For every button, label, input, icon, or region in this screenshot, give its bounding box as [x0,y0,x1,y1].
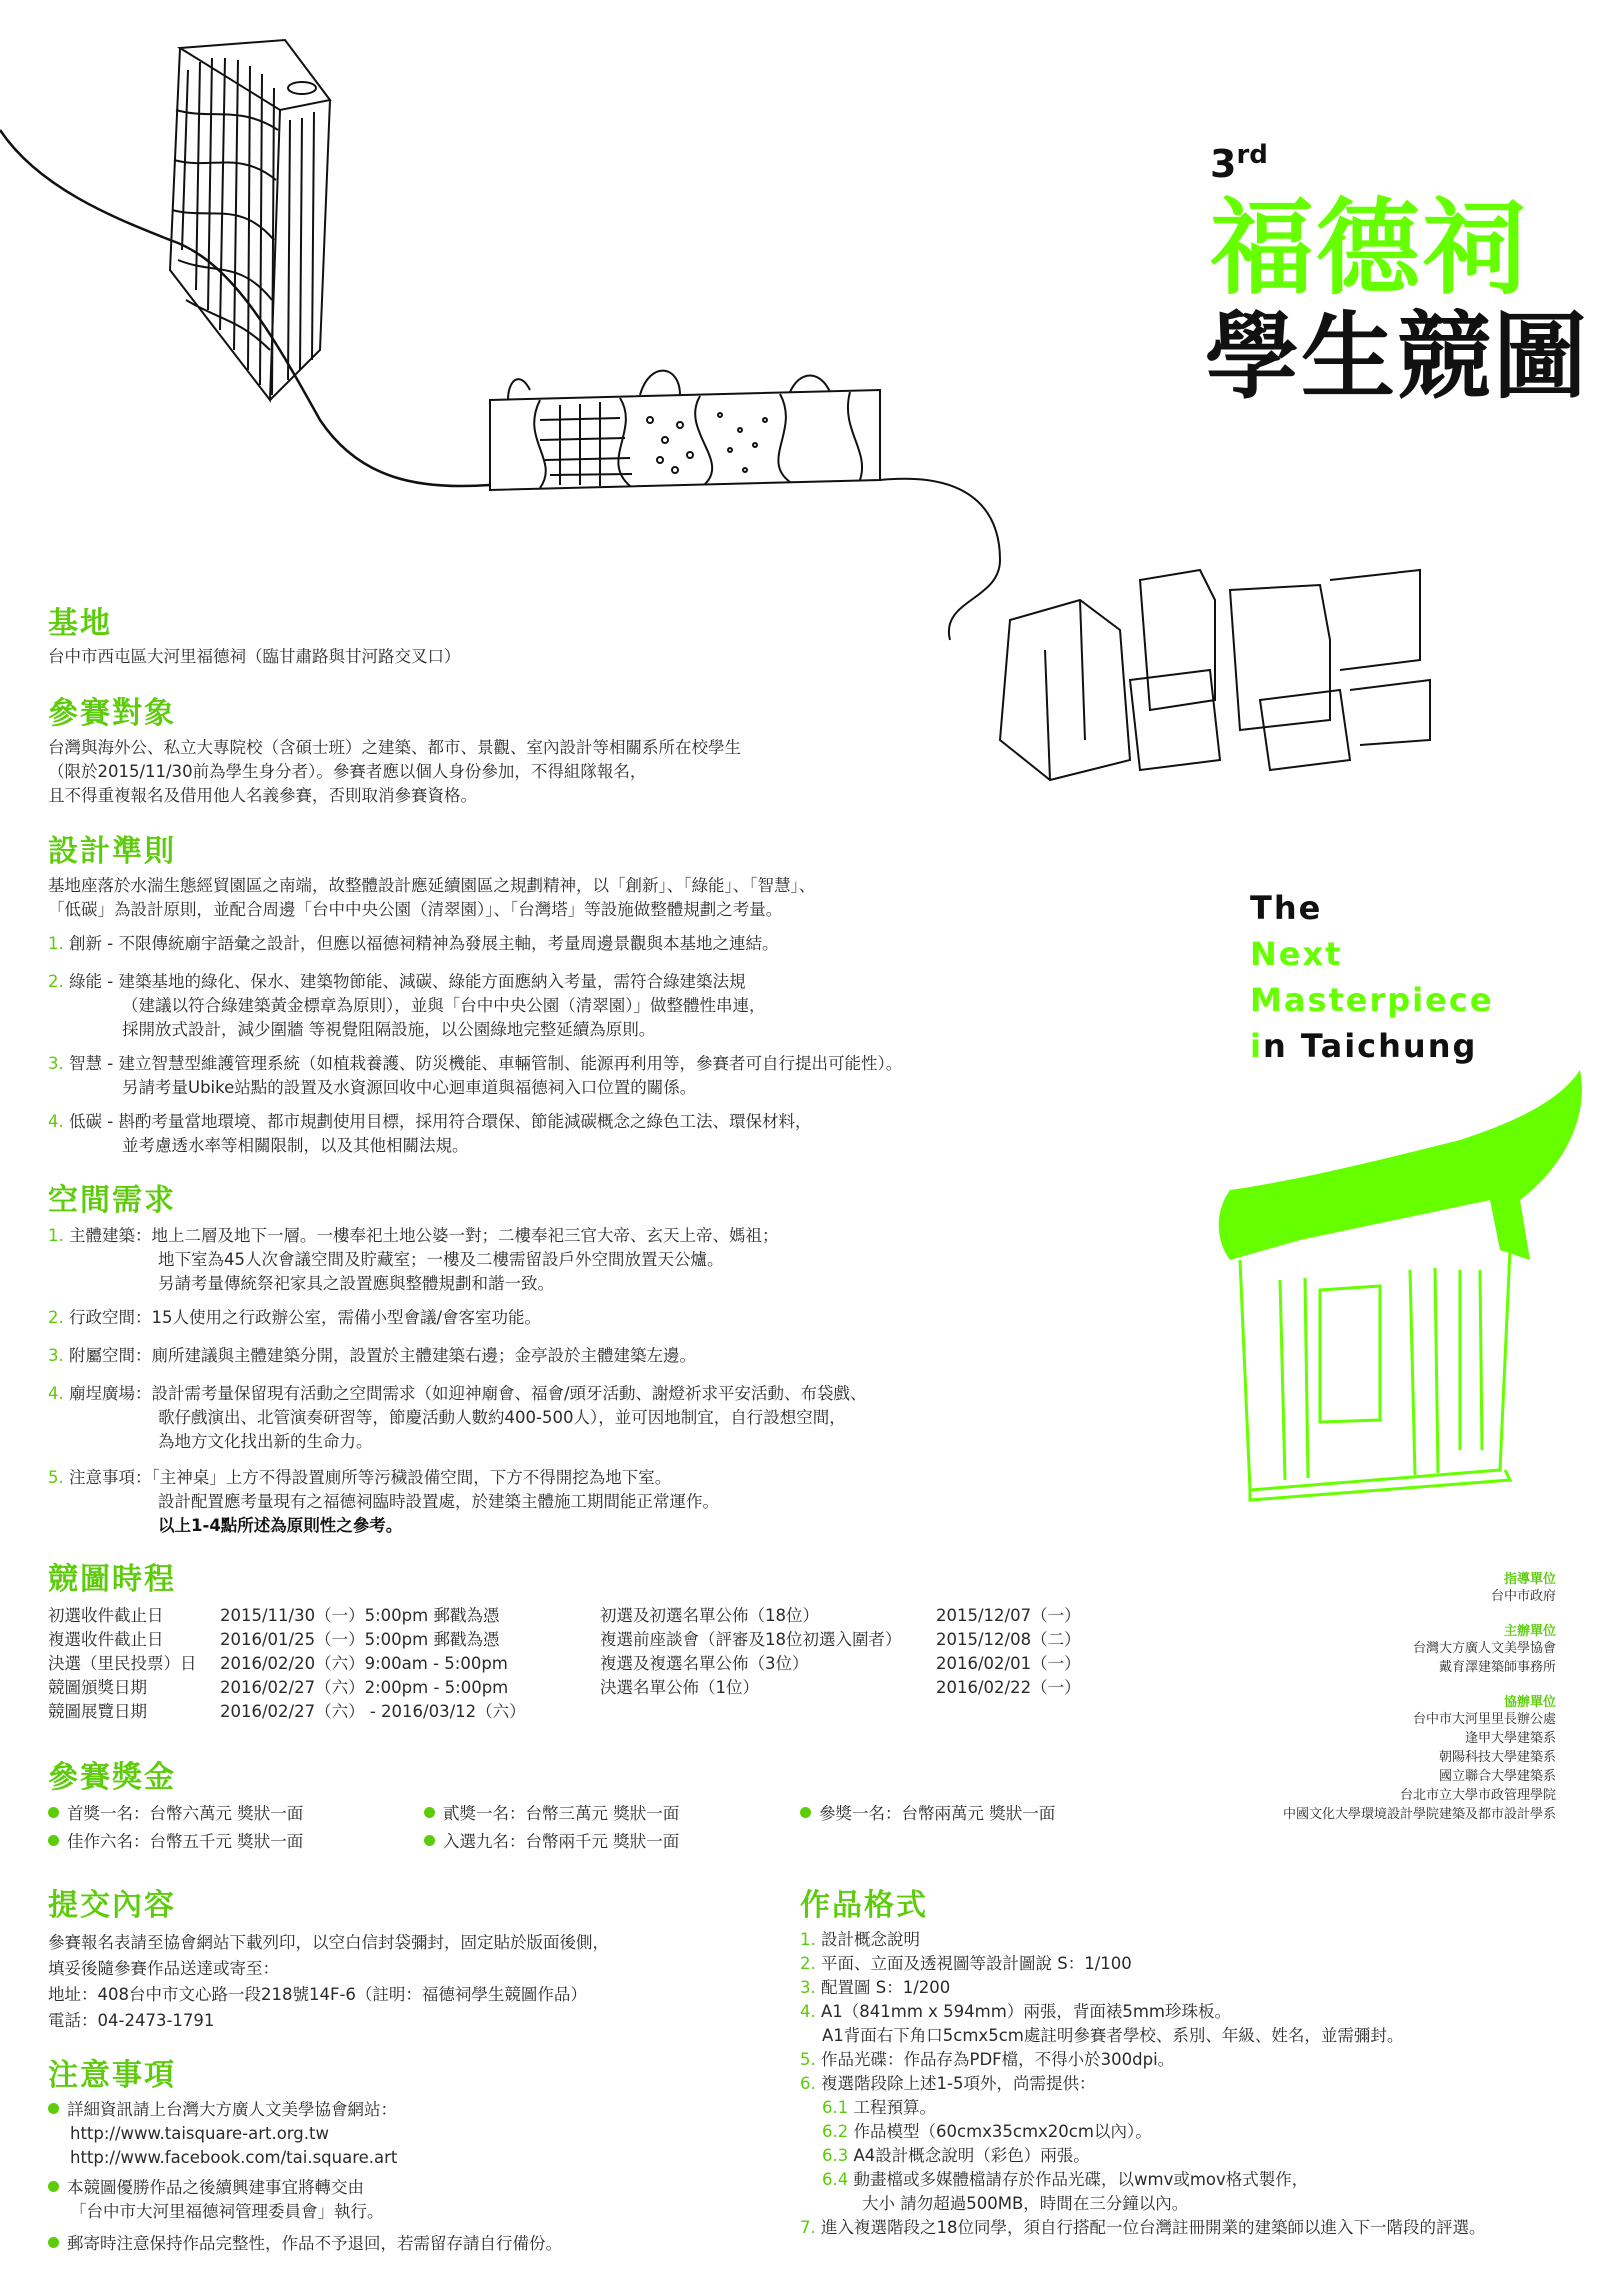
format-item: 4. A1（841mm x 594mm）兩張，背面裱5mm珍珠板。 [800,2002,1231,2021]
schedule-row: 初選收件截止日 2015/11/30（一）5:00pm 郵戳為憑 [48,1606,500,1625]
tower-sketch [170,40,330,400]
schedule-row: 競圖頒獎日期 2016/02/27（六）2:00pm - 5:00pm [48,1678,509,1697]
schedule-row: 複選收件截止日 2016/01/25（一）5:00pm 郵戳為憑 [48,1630,500,1649]
prize-item-4: 佳作六名：台幣五千元 獎狀一面 [48,1830,303,1854]
submission-heading: 提交內容 [48,1888,176,1923]
notes-heading: 注意事項 [48,2058,176,2093]
edition-number: 3 [1210,142,1237,186]
title-black: 學生競圖 [1205,303,1590,412]
format-subitem: 6.1 工程預算。 [822,2098,936,2117]
title-green: 福德祠 [1210,187,1529,309]
facebook-link[interactable]: http://www.facebook.com/tai.square.art [70,2148,398,2167]
format-item: 7. 進入複選階段之18位同學，須自行搭配一位台灣註冊開業的建築師以進入下一階段的評選。 [800,2218,1486,2237]
prize-item-3: 參獎一名：台幣兩萬元 獎狀一面 [800,1802,1055,1826]
design-intro: 基地座落於水湍生態經貿園區之南端，故整體設計應延續園區之規劃精神，以「創新」、「綠能」、「智慧」、 「低碳」為設計原則，並配合周邊「台中中央公園（清翠園）」、「台灣塔」等設施做整體規劃之考量。 [48,876,816,919]
space-item-5: 5. 注意事項：「主神桌」上方不得設置廁所等污穢設備空間，下方不得開挖為地下室。 設計配置應考量現有之福德祠臨時設置處，於建築主體施工期間能正常運作。 以上1-4點所述為原則性之參考。 [48,1468,719,1535]
design-item-4: 4. 低碳 - 斟酌考量當地環境、都市規劃使用目標，採用符合環保、節能減碳概念之綠色工法、環保材料， 並考慮透水率等相關限制，以及其他相關法規。 [48,1112,812,1155]
space-heading: 空間需求 [48,1183,176,1218]
temple-body-sketch [1220,1250,1580,1540]
format-item: 2. 平面、立面及透視圖等設計圖說 S：1/100 [800,1954,1132,1973]
site-text: 台中市西屯區大河里福德祠（臨甘肅路與甘河路交叉口） [48,647,461,666]
format-list: 1. 設計概念說明 2. 平面、立面及透視圖等設計圖說 S：1/100 3. 配置圖 S：1/200 4. A1（841mm x 594mm）兩張，背面裱5mm珍珠板。 A1背面右下角口5cmx5cm處註明參賽者學校、系別、年級、姓名，並需彌封。 5. 作品光碟：作品存為PDF檔，不得小於300dpi。 6. 複選階段除上述1-5項外，尚需提供： 6.1 工程預算。 6.2 作品模型（60cmx35cmx20cm以內）。 6.3 A4設計概念說明（彩色）兩張。 6.4 動畫檔或多媒體檔請存於作品光碟，以wmv或mov格式製作， 大小 請勿超過500MB，時間在三分鐘以內。 7. 進入複選階段之18位同學，須自行搭配一位台灣註冊開業的建築師以進入下一階段的評選。 [800,1928,1486,2240]
prize-item-1: 首獎一名：台幣六萬元 獎狀一面 [48,1802,303,1826]
space-item-2: 2. 行政空間：15人使用之行政辦公室，需備小型會議/會客室功能。 [48,1308,542,1327]
format-subitem: 6.4 動畫檔或多媒體檔請存於作品光碟，以wmv或mov格式製作， [822,2170,1309,2189]
tagline-line-3: Masterpiece [1250,981,1494,1019]
bullet-icon [800,1807,811,1818]
schedule-row: 決選名單公佈（1位） 2016/02/22（一） [600,1678,1081,1697]
space-item-1: 1. 主體建築：地上二層及地下一層。一樓奉祀土地公婆一對；二樓奉祀三官大帝、玄天上帝、媽祖； 地下室為45人次會議空間及貯藏室；一樓及二樓需留設戶外空間放置天公爐。 另請考量傳統祭祀家具之設置應與整體規劃和諧一致。 [48,1226,779,1293]
format-item: 6. 複選階段除上述1-5項外，尚需提供： [800,2074,1096,2093]
format-item: 1. 設計概念說明 [800,1930,920,1949]
tagline-line-2: Next [1250,935,1343,973]
eligibility-heading: 參賽對象 [48,696,176,731]
temple-sketch [1219,1070,1582,1260]
eligibility-text: 台灣與海外公、私立大專院校（含碩士班）之建築、都市、景觀、室內設計等相關系所在校學生 （限於2015/11/30前為學生身分者）。參賽者應以個人身份參加，不得組隊報名， 且不得重複報名及借用他人名義參賽，否則取消參賽資格。 [48,738,741,805]
design-item-2: 2. 綠能 - 建築基地的綠化、保水、建築物節能、減碳、綠能方面應納入考量，需符合綠建築法規 （建議以符合綠建築黃金標章為原則），並與「台中中央公園（清翠園）」做整體性串連， 採開放式設計，減少圍牆 等視覺阻隔設施，以公園綠地完整延續為原則。 [48,972,766,1039]
edition [1210,140,1268,186]
format-heading: 作品格式 [800,1888,928,1923]
bullet-icon [48,2181,59,2192]
guide-heading: 指導單位 [1503,1572,1556,1587]
format-subitem: 6.2 作品模型（60cmx35cmx20cm以內）。 [822,2122,1152,2141]
bullet-icon [424,1835,435,1846]
submission-text: 參賽報名表請至協會網站下載列印，以空白信封袋彌封，固定貼於版面後側， 填妥後隨參賽作品送達或寄至： 地址：408台中市文心路一段218號14F-6（註明：福德祠學生競圖作品） 電話：04-2473-1791 [48,1933,609,2030]
schedule-row: 競圖展覽日期 2016/02/27（六） - 2016/03/12（六） [48,1702,526,1721]
bullet-icon [48,2103,59,2114]
format-item: 5. 作品光碟：作品存為PDF檔，不得小於300dpi。 [800,2050,1175,2069]
design-heading: 設計準則 [48,834,176,869]
schedule-left-table [48,1604,526,1724]
design-item-1: 1. 創新 - 不限傳統廟宇語彙之設計，但應以福德祠精神為發展主軸，考量周邊景觀與本基地之連結。 [48,934,779,953]
tagline [1250,885,1494,1069]
prize-item-5: 入選九名：台幣兩千元 獎狀一面 [424,1830,679,1854]
schedule-heading: 競圖時程 [48,1562,176,1597]
prizes-heading: 參賽獎金 [48,1760,176,1795]
prize-item-2: 貳獎一名：台幣三萬元 獎狀一面 [424,1802,679,1826]
edition-suffix: rd [1236,140,1268,170]
note-item-1: 詳細資訊請上台灣大方廣人文美學協會網站： http://www.taisquare-art.org.tw http://www.facebook.com/tai.square.art [48,2098,397,2170]
tagline-line-1: The [1250,889,1323,927]
schedule-row: 複選前座談會（評審及18位初選入圍者） 2015/12/08（二） [600,1630,1081,1649]
space-item-3: 3. 附屬空間：廁所建議與主體建築分開，設置於主體建築右邊；金亭設於主體建築左邊。 [48,1346,696,1365]
bullet-icon [48,1835,59,1846]
bullet-icon [48,2237,59,2248]
schedule-row: 初選及初選名單公佈（18位） 2015/12/07（一） [600,1606,1081,1625]
format-item: 3. 配置圖 S：1/200 [800,1978,951,1997]
design-item-3: 3. 智慧 - 建立智慧型維護管理系統（如植栽養護、防災機能、車輛管制、能源再利用等，參賽者可自行提出可能性）。 另請考量Ubike站點的設置及水資源回收中心迴車道與福德祠入口位置的關係。 [48,1054,903,1097]
site-heading: 基地 [48,606,112,641]
schedule-right-table [600,1604,1081,1700]
co-heading: 協辦單位 [1503,1695,1556,1710]
host-heading: 主辦單位 [1503,1624,1556,1639]
schedule-row: 決選（里民投票）日 2016/02/20（六）9:00am - 5:00pm [48,1654,508,1673]
cubes-sketch [1000,570,1430,780]
organizers: 指導單位 台中市政府 主辦單位 台灣大方廣人文美學協會 戴育澤建築師事務所 協辦單位 台中市大河里里長辦公處 逢甲大學建築系 朝陽科技大學建築系 國立聯合大學建築系 台北市立大學市政管理學院 中國文化大學環境設計學院建築及都市設計學系 [1196,1568,1556,1824]
website-link[interactable]: http://www.taisquare-art.org.tw [70,2124,329,2143]
note-item-3: 郵寄時注意保持作品完整性，作品不予退回，若需留存請自行備份。 [48,2232,562,2256]
format-subitem: 6.3 A4設計概念說明（彩色）兩張。 [822,2146,1090,2165]
bullet-icon [48,1807,59,1818]
schedule-row: 複選及複選名單公佈（3位） 2016/02/01（一） [600,1654,1081,1673]
tagline-line-4: in Taichung [1250,1027,1478,1065]
space-item-4: 4. 廟埕廣場：設計需考量保留現有活動之空間需求（如迎神廟會、福會/頭牙活動、謝燈祈求平安活動、布袋戲、 歌仔戲演出、北管演奏研習等，節慶活動人數約400-500人），並可因地制宜，自行設想空間， 為地方文化找出新的生命力。 [48,1384,867,1451]
note-item-2: 本競圖優勝作品之後續興建事宜將轉交由 「台中市大河里福德祠管理委員會」執行。 [48,2176,384,2224]
facade-sketch [490,371,1000,640]
bullet-icon [424,1807,435,1818]
